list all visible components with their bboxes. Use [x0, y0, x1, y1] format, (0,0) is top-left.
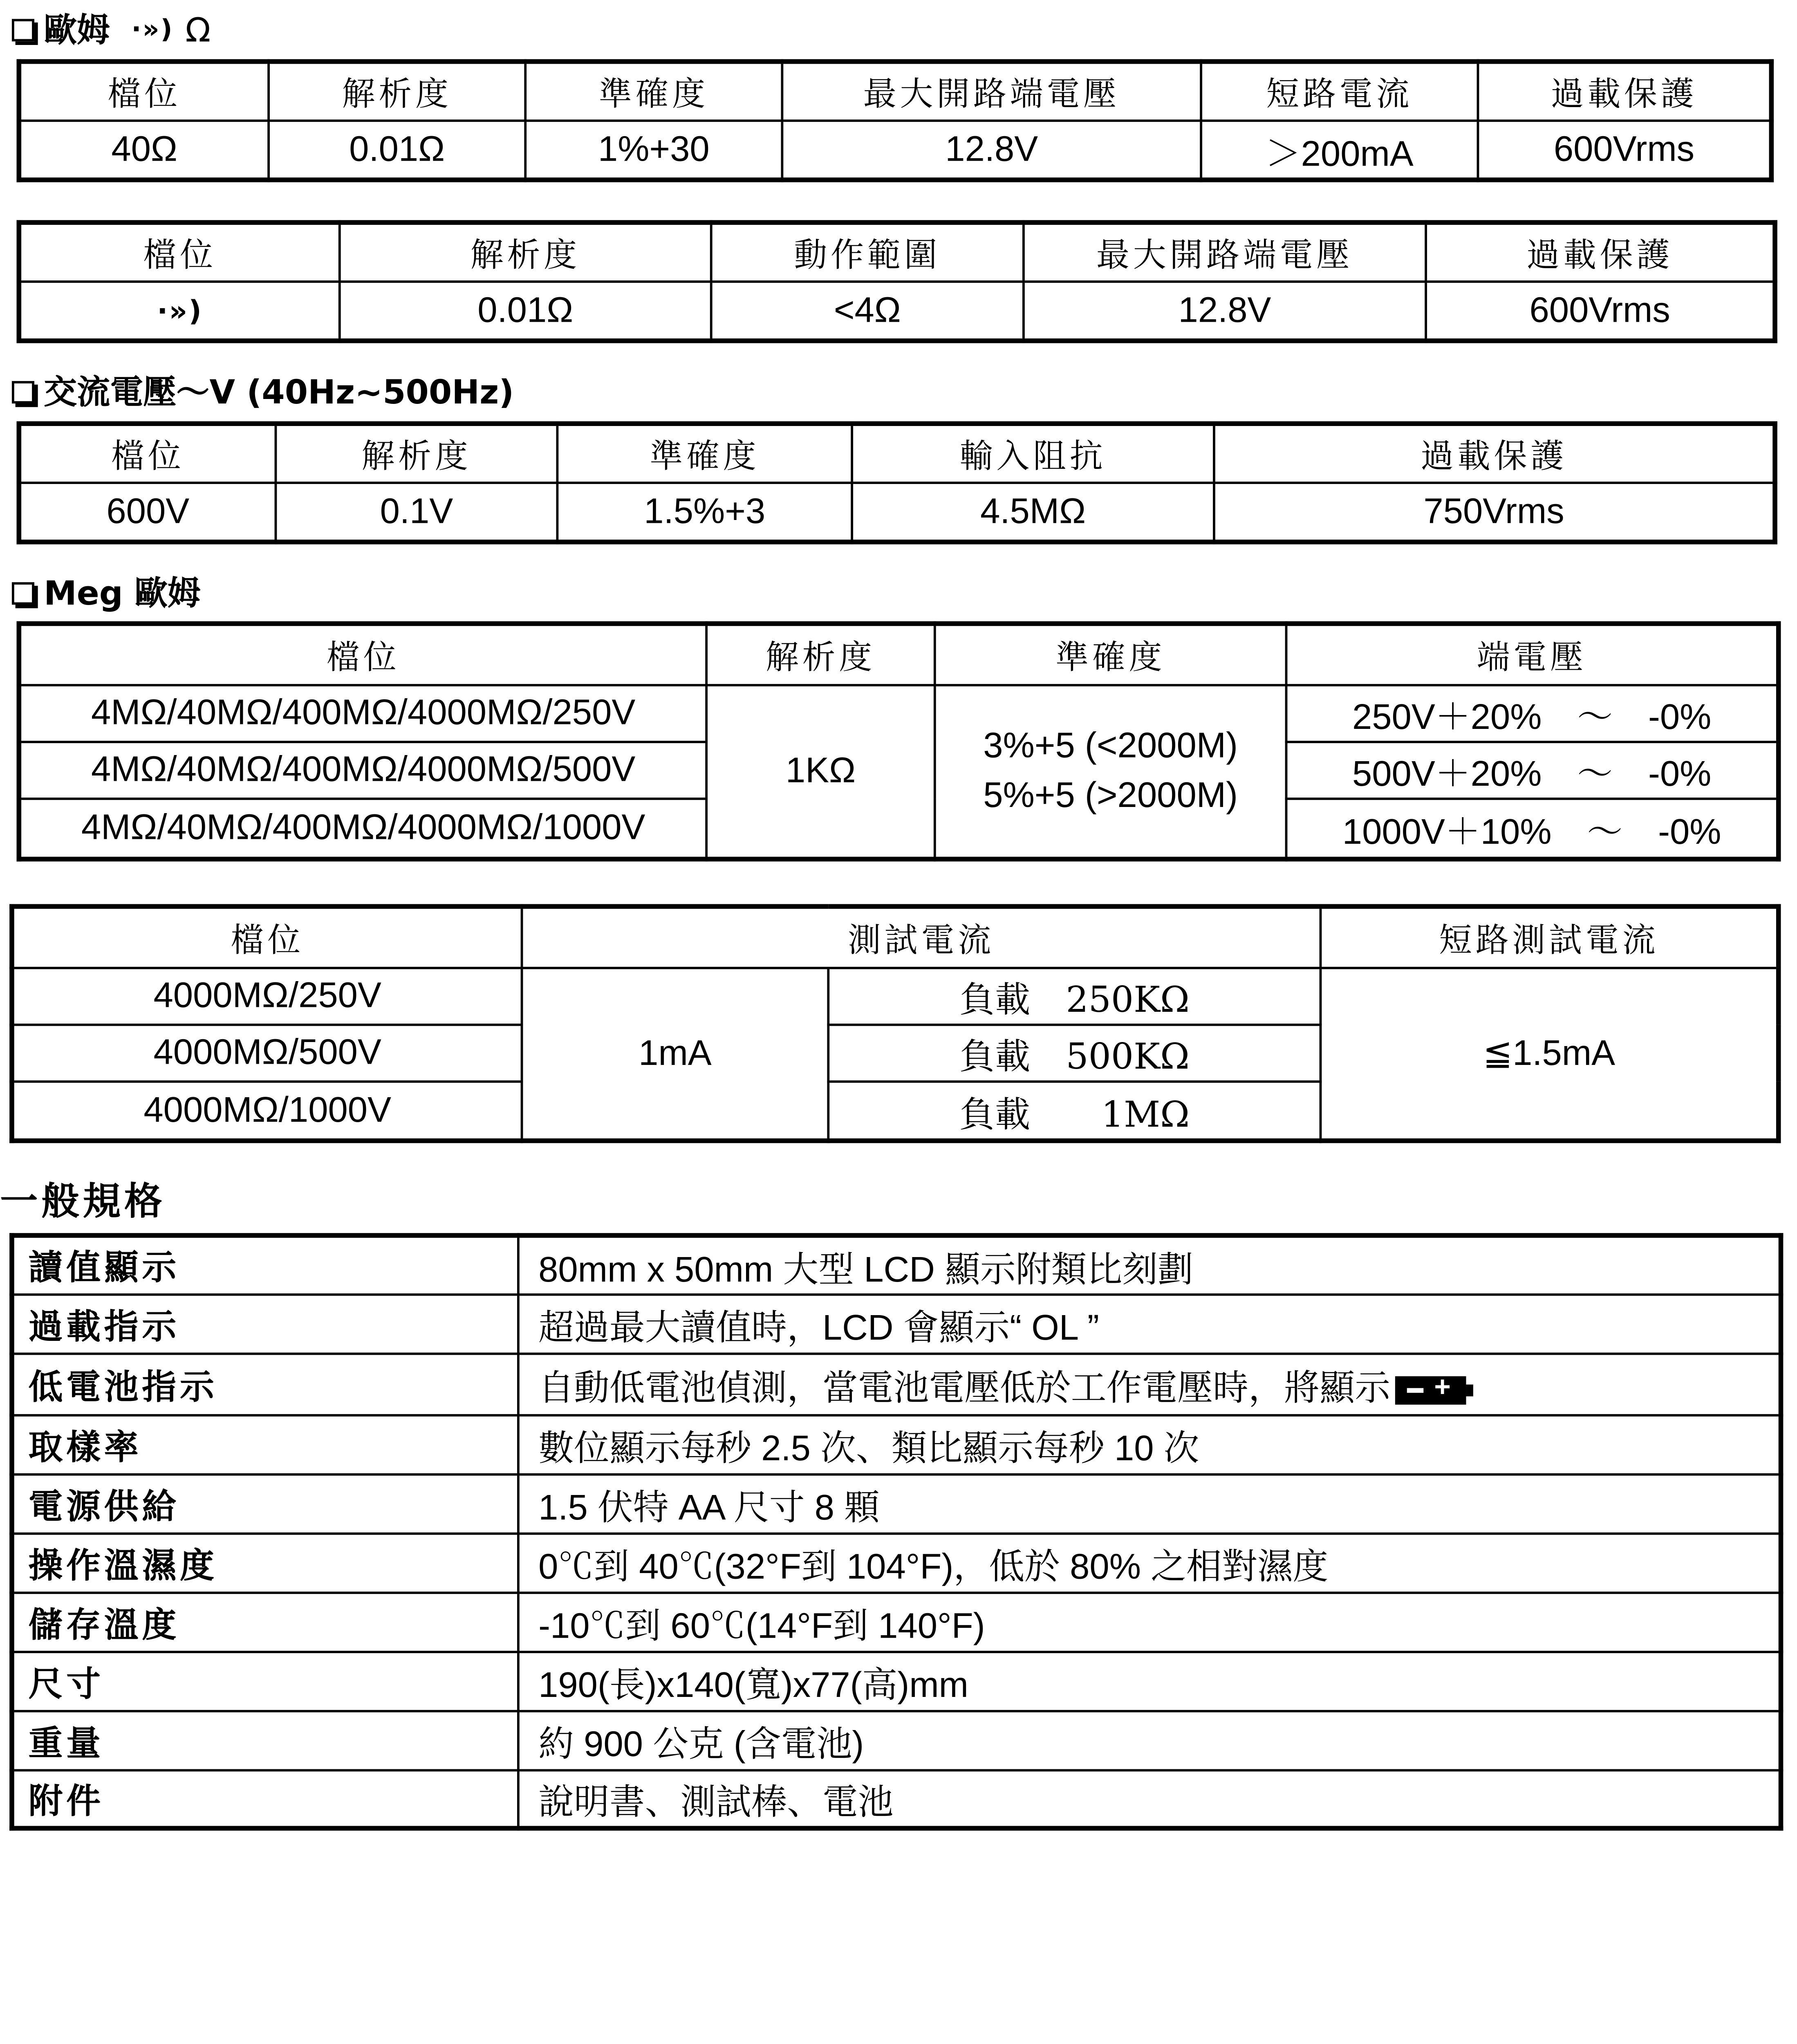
data-cell: 4.5MΩ	[852, 483, 1214, 542]
spec-value: 0℃到 40℃(32°F到 104°F)，低於 80% 之相對濕度	[518, 1534, 1781, 1593]
spec-value: 80mm x 50mm 大型 LCD 顯示附類比刻劃	[518, 1235, 1781, 1295]
data-cell: 0.01Ω	[269, 121, 525, 180]
header-cell: 過載保護	[1426, 222, 1775, 282]
range-cell: 4MΩ/40MΩ/400MΩ/4000MΩ/1000V	[19, 799, 706, 859]
accuracy-cell	[935, 685, 1286, 859]
data-cell: 1.5%+3	[557, 483, 852, 542]
resolution-cell: 1KΩ	[706, 685, 935, 859]
checkbox-icon	[12, 381, 34, 403]
ohm-spec-table	[17, 59, 1774, 182]
header-cell: 準確度	[525, 62, 782, 121]
terminal-voltage-cell: 500V＋20% ～ -0%	[1286, 742, 1779, 799]
header-cell: 檔位	[19, 62, 269, 121]
continuity-symbol-cell: ·»)	[19, 282, 339, 341]
data-cell: 0.1V	[276, 483, 557, 542]
accuracy-line: 3%+5 (<2000M)	[983, 726, 1238, 766]
spec-value: 自動低電池偵測，當電池電壓低於工作電壓時，將顯示	[538, 1369, 1391, 1408]
spec-value: 說明書、測試棒、電池	[518, 1770, 1781, 1828]
test-current-cell: 1mA	[522, 968, 829, 1141]
data-cell: 12.8V	[782, 121, 1201, 180]
terminal-voltage-cell: 250V＋20% ～ -0%	[1286, 685, 1779, 742]
load-cell: 負載 1MΩ	[828, 1082, 1320, 1141]
range-cell: 4000MΩ/500V	[12, 1025, 522, 1082]
short-circuit-current-cell: ≦1.5mA	[1321, 968, 1779, 1141]
header-cell: 過載保護	[1214, 424, 1775, 483]
header-cell: 短路測試電流	[1321, 906, 1779, 968]
checkbox-icon	[12, 18, 34, 41]
spec-value: 超過最大讀值時，LCD 會顯示“ OL ”	[518, 1295, 1781, 1354]
header-cell: 檔位	[19, 624, 706, 686]
spec-label: 電源供給	[12, 1475, 518, 1534]
header-cell: 過載保護	[1478, 62, 1771, 121]
data-cell: <4Ω	[711, 282, 1024, 341]
battery-icon	[1395, 1376, 1466, 1405]
continuity-spec-table	[17, 220, 1777, 343]
meg-ohm-table	[17, 621, 1781, 862]
load-cell: 負載 500KΩ	[828, 1025, 1320, 1082]
data-cell: ＞200mA	[1201, 121, 1478, 180]
header-cell: 準確度	[557, 424, 852, 483]
ac-heading-text: 交流電壓～V (40Hz~500Hz)	[44, 372, 514, 412]
ohm-heading-suffix: Ω	[185, 11, 211, 50]
header-cell: 解析度	[706, 624, 935, 686]
header-cell: 測試電流	[522, 906, 1321, 968]
data-cell: 600Vrms	[1426, 282, 1775, 341]
header-cell: 動作範圍	[711, 222, 1024, 282]
spec-value-low-battery	[518, 1354, 1781, 1416]
header-cell: 最大開路端電壓	[782, 62, 1201, 121]
range-cell: 4MΩ/40MΩ/400MΩ/4000MΩ/500V	[19, 742, 706, 799]
data-cell: 0.01Ω	[340, 282, 711, 341]
meg-heading-text: Meg 歐姆	[44, 574, 201, 613]
header-cell: 檔位	[19, 222, 339, 282]
spec-label: 操作溫濕度	[12, 1534, 518, 1593]
spec-label: 低電池指示	[12, 1354, 518, 1416]
data-cell: 600V	[19, 483, 276, 542]
checkbox-icon	[12, 582, 34, 604]
header-cell: 檔位	[12, 906, 522, 968]
spec-label: 儲存溫度	[12, 1593, 518, 1652]
spec-label: 讀值顯示	[12, 1235, 518, 1295]
battery-tip	[1466, 1385, 1473, 1396]
spec-label: 尺寸	[12, 1652, 518, 1711]
range-cell: 4000MΩ/1000V	[12, 1082, 522, 1141]
ohm-section-heading	[12, 7, 211, 54]
header-cell: 短路電流	[1201, 62, 1478, 121]
header-cell: 端電壓	[1286, 624, 1779, 686]
spec-value: -10℃到 60℃(14°F到 140°F)	[518, 1593, 1781, 1652]
general-heading-text: 一般規格	[0, 1179, 166, 1224]
general-specs-table	[9, 1233, 1783, 1831]
header-cell: 檔位	[19, 424, 276, 483]
header-cell: 解析度	[276, 424, 557, 483]
spec-label: 過載指示	[12, 1295, 518, 1354]
data-cell: 12.8V	[1024, 282, 1426, 341]
ohm-heading-prefix: 歐姆	[44, 11, 110, 50]
ac-voltage-table	[17, 421, 1777, 545]
range-cell: 4MΩ/40MΩ/400MΩ/4000MΩ/250V	[19, 685, 706, 742]
spec-label: 重量	[12, 1711, 518, 1771]
header-cell: 準確度	[935, 624, 1286, 686]
ac-section-heading	[12, 369, 514, 417]
terminal-voltage-cell: 1000V＋10% ～ -0%	[1286, 799, 1779, 859]
spec-value: 1.5 伏特 AA 尺寸 8 顆	[518, 1475, 1781, 1534]
general-section-heading	[0, 1177, 166, 1225]
accuracy-line: 5%+5 (>2000M)	[983, 776, 1238, 816]
header-cell: 解析度	[340, 222, 711, 282]
meg-section-heading	[12, 570, 201, 618]
header-cell: 解析度	[269, 62, 525, 121]
spec-value: 約 900 公克 (含電池)	[518, 1711, 1781, 1771]
continuity-symbol: ·»)	[131, 15, 174, 45]
spec-value: 數位顯示每秒 2.5 次、類比顯示每秒 10 次	[518, 1415, 1781, 1475]
load-cell: 負載 250KΩ	[828, 968, 1320, 1025]
spec-value: 190(長)x140(寬)x77(高)mm	[518, 1652, 1781, 1711]
test-current-table	[9, 904, 1781, 1143]
data-cell: 600Vrms	[1478, 121, 1771, 180]
range-cell: 4000MΩ/250V	[12, 968, 522, 1025]
header-cell: 輸入阻抗	[852, 424, 1214, 483]
data-cell: 750Vrms	[1214, 483, 1775, 542]
spec-label: 附件	[12, 1770, 518, 1828]
data-cell: 1%+30	[525, 121, 782, 180]
spec-label: 取樣率	[12, 1415, 518, 1475]
header-cell: 最大開路端電壓	[1024, 222, 1426, 282]
data-cell: 40Ω	[19, 121, 269, 180]
